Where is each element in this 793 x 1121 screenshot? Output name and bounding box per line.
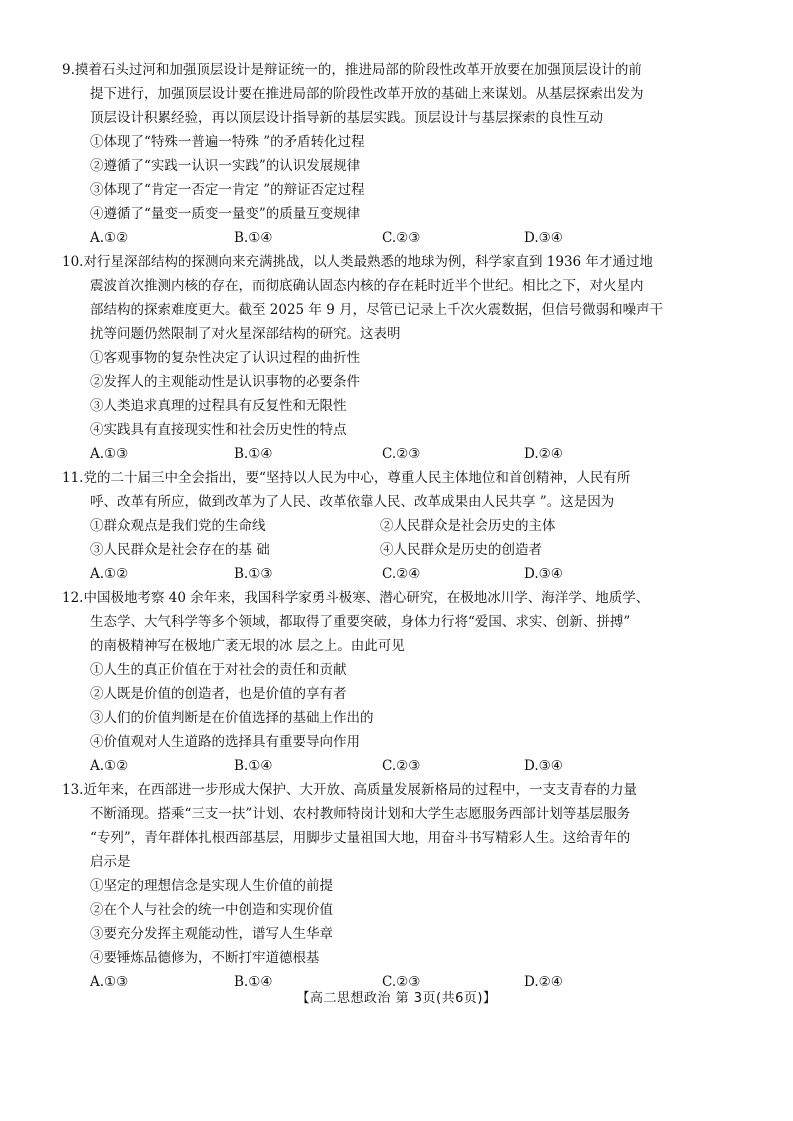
statement-option: ①体现了“特殊一普遍一特殊 ”的矛盾转化过程	[90, 134, 365, 150]
answer-choices	[62, 442, 740, 466]
statement-option: ①客观事物的复杂性决定了认识过程的曲折性	[90, 350, 360, 366]
question-stem-line: 扰等问题仍然限制了对火星深部结构的研究。这表明	[90, 326, 401, 342]
statement-option: ④人民群众是历史的创造者	[380, 542, 542, 558]
choice-b: B.①④	[234, 446, 273, 462]
statement-option: ③体现了“肯定一否定一肯定 ”的辩证否定过程	[90, 182, 365, 198]
question-stem-line: 部结构的探索难度更大。截至 2025 年 9 月，尽管已记录上千次火震数据，但信号微弱和噪声干	[90, 302, 664, 318]
question-stem-line: 11.党的二十届三中全会指出，要“坚持以人民为中心，尊重人民主体地位和首创精神，人民有所	[62, 470, 631, 486]
question-stem-line: 顶层设计积累经验，再以顶层设计指导新的基层实践。顶层设计与基层探索的良性互动	[90, 110, 603, 126]
question-stem-line: 提下进行，加强顶层设计要在推进局部的阶段性改革开放的基础上来谋划。从基层探索出发为	[90, 86, 644, 102]
statement-option: ④遵循了“量变一质变一量变”的质量互变规律	[90, 206, 361, 222]
question-12	[62, 586, 740, 778]
question-11	[62, 466, 740, 586]
statement-option: ②遵循了“实践一认识一实践”的认识发展规律	[90, 158, 361, 174]
statement-option: ②人民群众是社会历史的主体	[380, 518, 556, 534]
choice-a: A.①②	[90, 758, 129, 774]
statement-option: ②人既是价值的创造者，也是价值的享有者	[90, 686, 347, 702]
choice-a: A.①②	[90, 566, 129, 582]
question-stem-line: 9.摸着石头过河和加强顶层设计是辩证统一的，推进局部的阶段性改革开放要在加强顶层设计的前	[62, 62, 642, 78]
choice-d: D.③④	[524, 230, 563, 246]
question-10	[62, 250, 740, 466]
choice-b: B.①④	[234, 974, 273, 990]
question-stem-line: 13.近年来，在西部进一步形成大保护、大开放、高质量发展新格局的过程中，一支支青春的力量	[62, 782, 637, 798]
statement-option: ②发挥人的主观能动性是认识事物的必要条件	[90, 374, 360, 390]
question-stem-line: 呼、改革有所应，做到改革为了人民、改革依靠人民、改革成果由人民共享 ”。这是因为	[90, 494, 615, 510]
statement-option: ①人生的真正价值在于对社会的责任和贡献	[90, 662, 347, 678]
choice-d: D.③④	[524, 566, 563, 582]
answer-choices	[62, 562, 740, 586]
choice-c: C.②③	[382, 230, 421, 246]
choice-b: B.①④	[234, 758, 273, 774]
choice-d: D.③④	[524, 758, 563, 774]
question-stem-line: 生态学、大气科学等多个领域，都取得了重要突破，身体力行将“爱国、求实、创新、拼搏”	[90, 614, 631, 630]
choice-c: C.②③	[382, 758, 421, 774]
question-stem-line: 10.对行星深部结构的探测向来充满挑战，以人类最熟悉的地球为例，科学家直到 1936 年才通过地	[62, 254, 653, 270]
statement-option: ④实践具有直接现实性和社会历史性的特点	[90, 422, 347, 438]
statement-option: ③要充分发挥主观能动性，谱写人生华章	[90, 926, 333, 942]
choice-d: D.②④	[524, 446, 563, 462]
question-stem-line: 的南极精神写在极地广袤无垠的冰 层之上。由此可见	[90, 638, 405, 654]
choice-d: D.②④	[524, 974, 563, 990]
answer-choices	[62, 754, 740, 778]
question-13	[62, 778, 740, 994]
statement-option: ④价值观对人生道路的选择具有重要导向作用	[90, 734, 360, 750]
statement-option: ③人类追求真理的过程具有反复性和无限性	[90, 398, 347, 414]
statement-option: ②在个人与社会的统一中创造和实现价值	[90, 902, 333, 918]
choice-b: B.①③	[234, 566, 273, 582]
choice-a: A.①②	[90, 230, 129, 246]
question-stem-line: 不断涌现。搭乘“三支一扶”计划、农村教师特岗计划和大学生志愿服务西部计划等基层服务	[90, 806, 631, 822]
choice-a: A.①③	[90, 446, 129, 462]
statement-option: ③人们的价值判断是在价值选择的基础上作出的	[90, 710, 374, 726]
statement-option-row	[62, 514, 740, 538]
statement-option-row	[62, 538, 740, 562]
page-footer: 【高二思想政治 第 3页(共6页)】	[296, 991, 497, 1006]
choice-c: C.②③	[382, 446, 421, 462]
statement-option: ①坚定的理想信念是实现人生价值的前提	[90, 878, 333, 894]
question-9	[62, 58, 740, 250]
choice-c: C.②④	[382, 566, 421, 582]
statement-option: ③人民群众是社会存在的基 础	[90, 542, 270, 558]
question-stem-line: “专列”，青年群体扎根西部基层，用脚步丈量祖国大地，用奋斗书写精彩人生。这给青年的	[90, 830, 631, 846]
choice-c: C.②③	[382, 974, 421, 990]
statement-option: ④要锤炼品德修为，不断打牢道德根基	[90, 950, 320, 966]
question-stem-line: 12.中国极地考察 40 余年来，我国科学家勇斗极寒、潜心研究，在极地冰川学、海洋学、地质学、	[62, 590, 650, 606]
answer-choices	[62, 226, 740, 250]
choice-a: A.①③	[90, 974, 129, 990]
statement-option: ①群众观点是我们党的生命线	[90, 518, 266, 534]
question-stem-line: 启示是	[90, 854, 131, 870]
choice-b: B.①④	[234, 230, 273, 246]
question-stem-line: 震波首次推测内核的存在，而彻底确认固态内核的存在耗时近半个世纪。相比之下，对火星内	[90, 278, 644, 294]
